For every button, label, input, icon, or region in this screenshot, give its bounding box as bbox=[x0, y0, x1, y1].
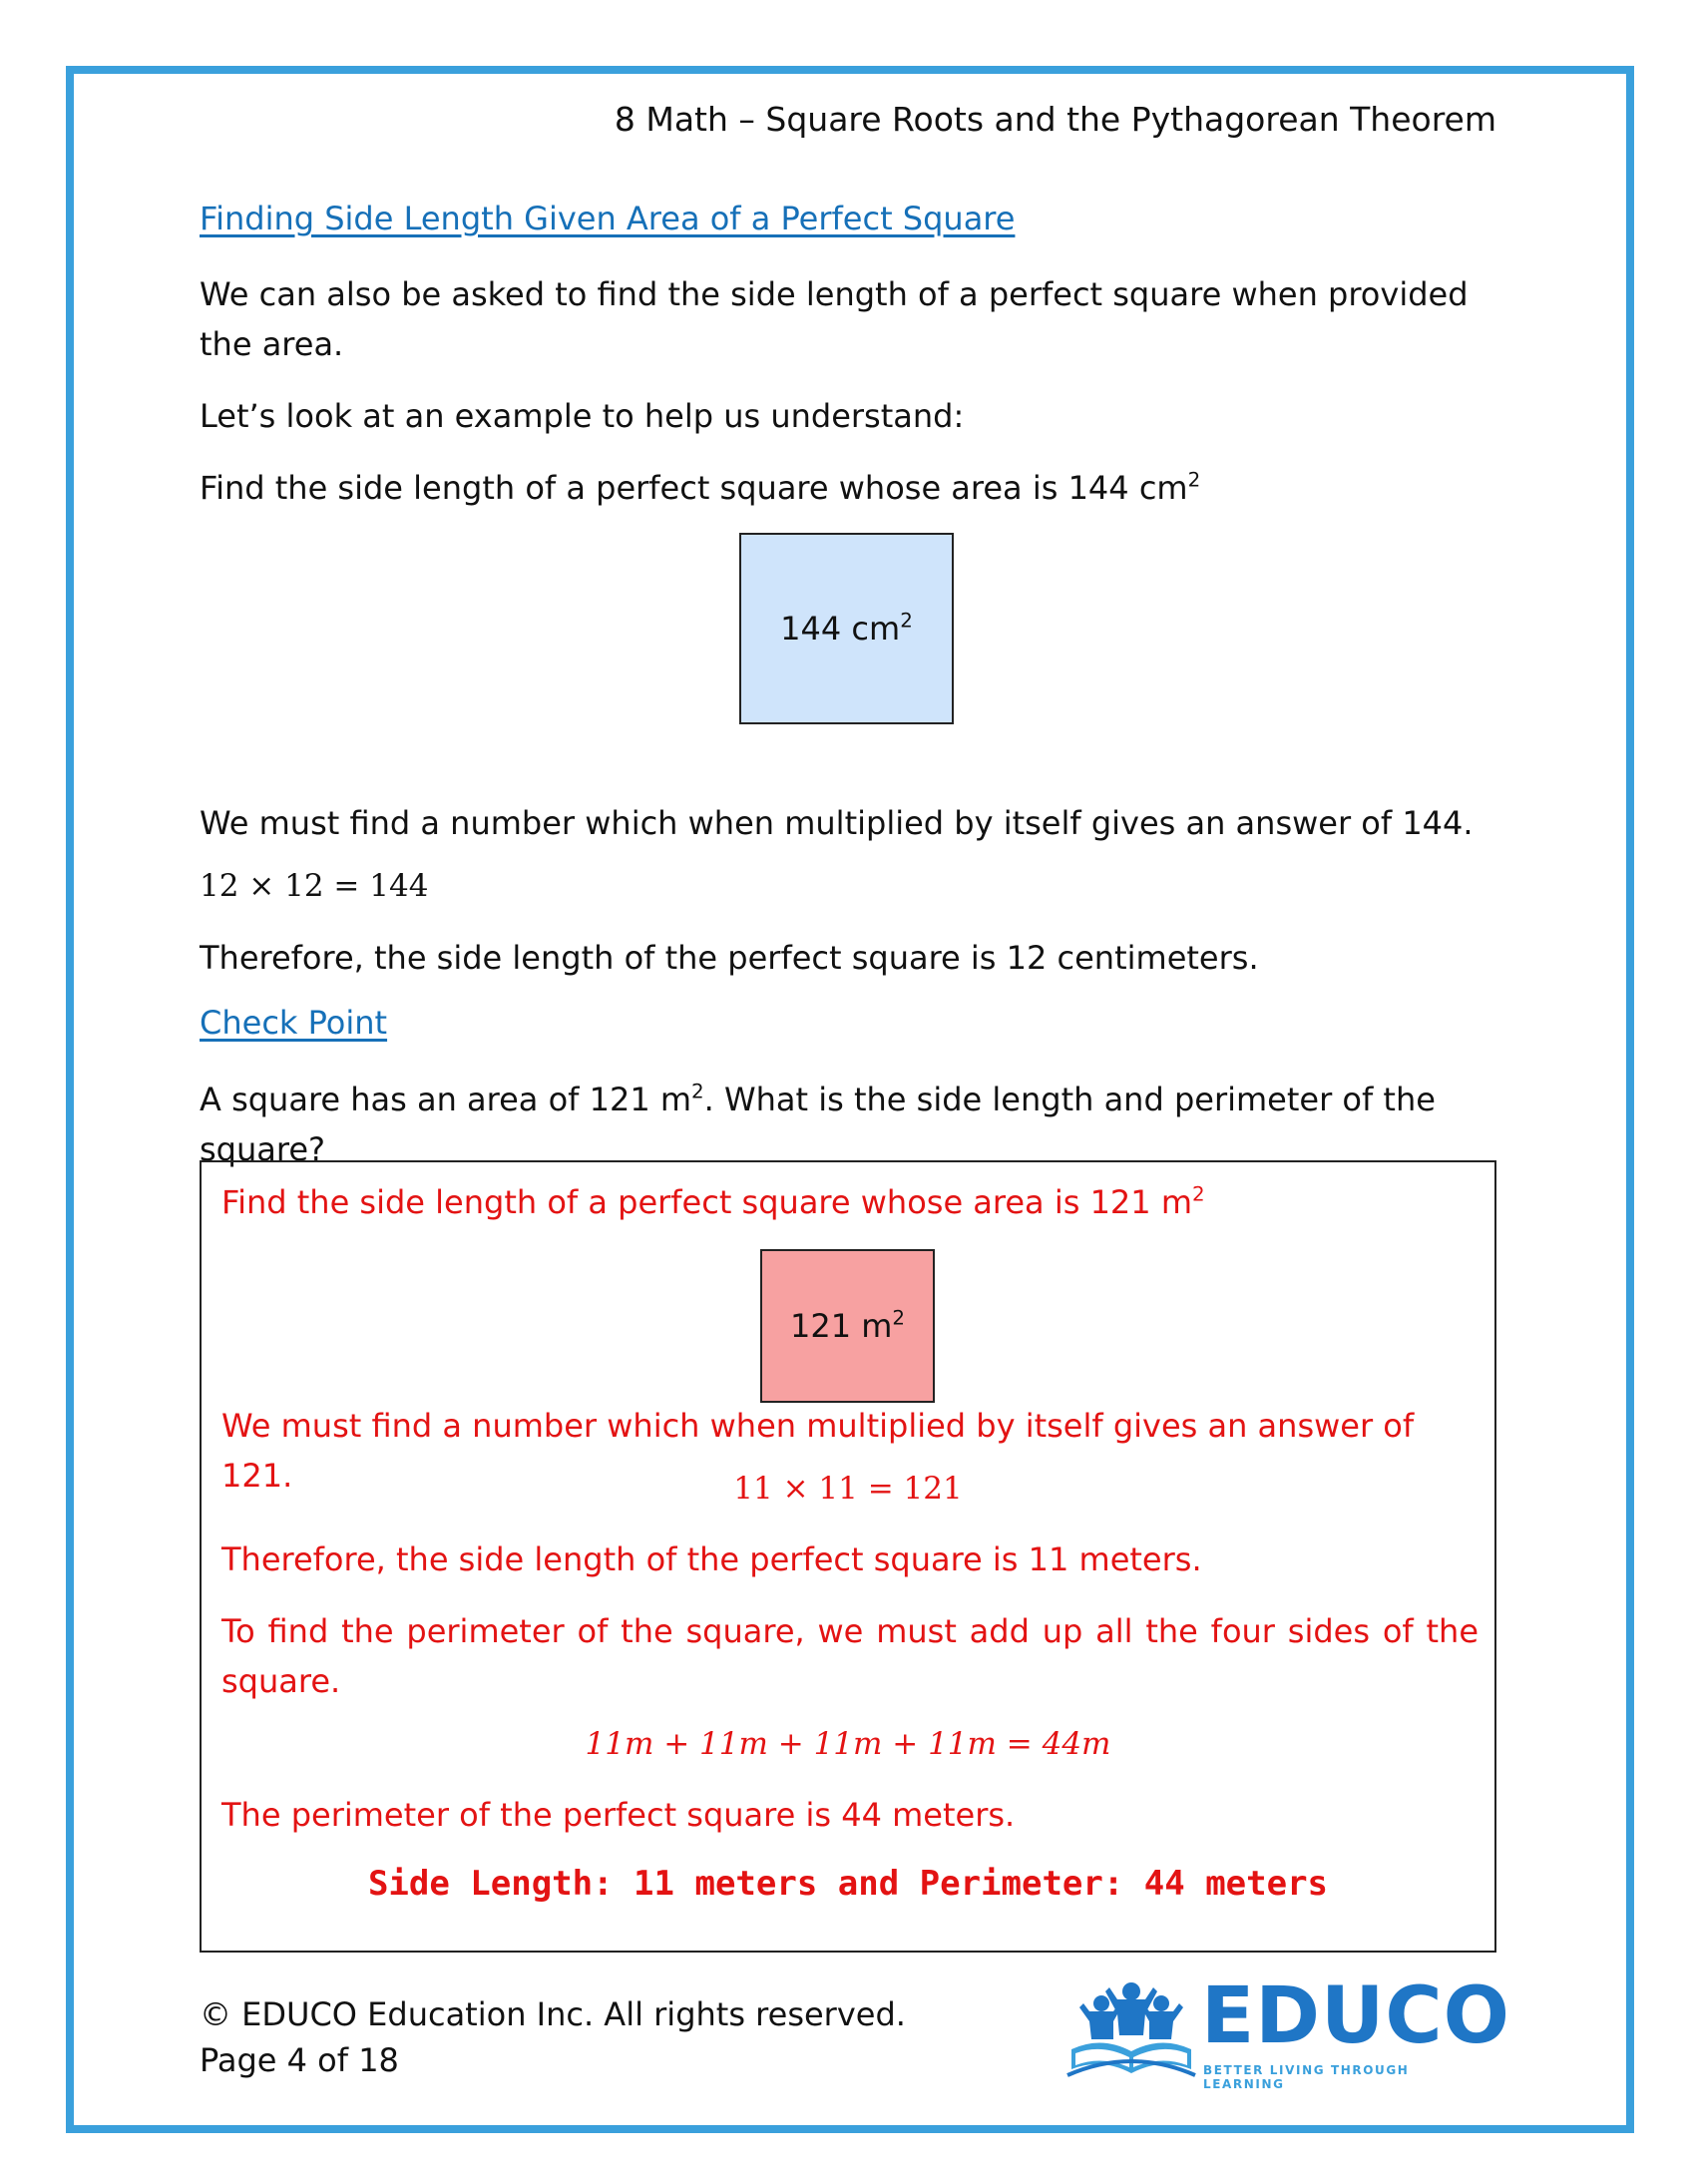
example-conclusion: Therefore, the side length of the perfect square is 12 centimeters. bbox=[200, 939, 1259, 977]
section-heading: Finding Side Length Given Area of a Perfect Square bbox=[200, 200, 1016, 237]
people-book-icon bbox=[1061, 1977, 1201, 2087]
page-header: 8 Math – Square Roots and the Pythagorean Theorem bbox=[614, 100, 1496, 139]
example-step: We must find a number which when multiplied by itself gives an answer of 144. bbox=[200, 804, 1474, 842]
perimeter-conclusion: The perimeter of the perfect square is 44 meters. bbox=[221, 1796, 1016, 1834]
checkpoint-question: A square has an area of 121 $m^2$. What is the side length and perimeter of the square? bbox=[200, 1080, 1436, 1168]
perimeter-equation: 11m + 11m + 11m + 11m = 44m bbox=[585, 1726, 1111, 1762]
square-label: 121 $m^2$ bbox=[789, 1306, 906, 1345]
example-problem bbox=[200, 463, 1496, 513]
lead-paragraph: Let’s look at an example to help us understand: bbox=[200, 397, 965, 435]
logo-wordmark: EDUCO bbox=[1201, 1971, 1510, 2061]
intro-paragraph: We can also be asked to find the side length of a perfect square when provided the area. bbox=[200, 275, 1469, 363]
example-problem-exponent: 2 bbox=[1187, 468, 1201, 492]
answer-equation: 11 × 11 = 121 bbox=[733, 1471, 963, 1507]
perimeter-intro: To find the perimeter of the square, we must add up all the four sides of the square. bbox=[221, 1612, 1479, 1700]
answer-step: We must find a number which when multiplied by itself gives an answer of 121. bbox=[221, 1407, 1415, 1495]
answer-problem: Find the side length of a perfect square whose area is 121 $m^2$ bbox=[221, 1182, 1205, 1221]
logo-tagline: BETTER LIVING THROUGH LEARNING bbox=[1203, 2063, 1410, 2091]
answer-conclusion: Therefore, the side length of the perfect square is 11 meters. bbox=[221, 1540, 1202, 1578]
example-equation: 12 × 12 = 144 bbox=[200, 868, 429, 904]
final-answer: Side Length: 11 meters and Perimeter: 44 meters bbox=[367, 1864, 1329, 1904]
area-square-121 bbox=[760, 1249, 935, 1403]
area-square-144 bbox=[739, 533, 954, 724]
educo-logo bbox=[1061, 1971, 1510, 2091]
example-problem-text: Find the side length of a perfect square whose area is 144 cm bbox=[200, 469, 1188, 507]
copyright-text: © EDUCO Education Inc. All rights reserved. bbox=[200, 1995, 906, 2033]
page-number: Page 4 of 18 bbox=[200, 2041, 399, 2079]
checkpoint-heading: Check Point bbox=[200, 1004, 388, 1042]
square-label: 144 $cm^2$ bbox=[780, 609, 913, 648]
